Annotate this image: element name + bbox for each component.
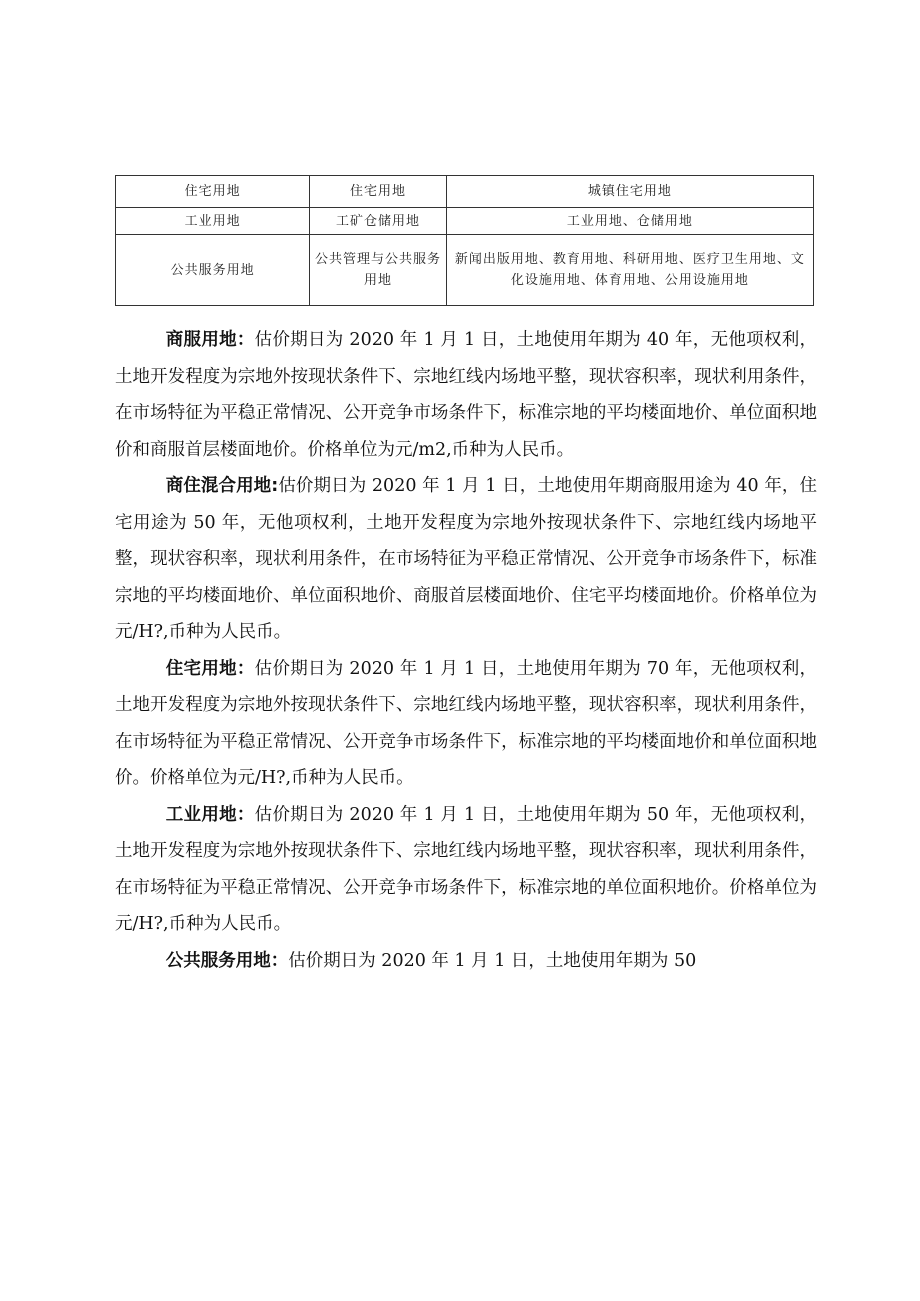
paragraph-residential-land [115, 651, 817, 797]
table-cell-class: 工矿仓储用地 [310, 208, 447, 235]
paragraph-term: 公共服务用地： [165, 950, 289, 971]
paragraph-term: 住宅用地： [165, 658, 255, 679]
paragraph-term: 工业用地： [165, 804, 255, 825]
paragraph-text: 估价期日为 2020 年 1 月 1 日，土地使用年期为 70 年，无他项权利，土地开发程度为宗地外按现状条件下、宗地红线内场地平整，现状容积率，现状利用条件，在市场特征为平稳正常情况、公开竞争市场条件下，标准宗地的平均楼面地价和单位面积地价。价格单位为元/H?,币种为人民币。 [115, 658, 818, 788]
table-cell-subclass: 工业用地、仓储用地 [446, 208, 813, 235]
table-cell-category: 住宅用地 [116, 176, 310, 208]
table-cell-class: 住宅用地 [310, 176, 447, 208]
table-cell-category: 工业用地 [116, 208, 310, 235]
paragraph-term: 商住混合用地: [165, 476, 279, 496]
paragraph-text: 估价期日为 2020 年 1 月 1 日，土地使用年期为 50 [288, 950, 697, 971]
paragraph-text: 估价期日为 2020 年 1 月 1 日，土地使用年期为 40 年，无他项权利，土地开发程度为宗地外按现状条件下、宗地红线内场地平整，现状容积率，现状利用条件，在市场特征为平稳正常情况、公开竞争市场条件下，标准宗地的平均楼面地价、单位面积地价和商服首层楼面地价。价格单位为元/m2,币种为人民币。 [115, 330, 818, 460]
table-row [116, 208, 814, 235]
body-text [115, 322, 817, 979]
paragraph-term: 商服用地： [165, 330, 255, 350]
paragraph-public-service-land [115, 943, 817, 980]
table-cell-class: 公共管理与公共服务用地 [310, 235, 447, 306]
paragraph-text: 估价期日为 2020 年 1 月 1 日，土地使用年期商服用途为 40 年，住宅用途为 50 年，无他项权利，土地开发程度为宗地外按现状条件下、宗地红线内场地平整，现状容积率，现状利用条件，在市场特征为平稳正常情况、公开竞争市场条件下，标准宗地的平均楼面地价、单位面积地价、商服首层楼面地价、住宅平均楼面地价。价格单位为元/H?,币种为人民币。 [115, 476, 817, 642]
paragraph-commercial-land [115, 322, 817, 468]
paragraph-mixed-use-land [115, 468, 817, 651]
paragraph-text: 估价期日为 2020 年 1 月 1 日，土地使用年期为 50 年，无他项权利，土地开发程度为宗地外按现状条件下、宗地红线内场地平整，现状容积率，现状利用条件，在市场特征为平稳正常情况、公开竞争市场条件下，标准宗地的单位面积地价。价格单位为元/H?,币种为人民币。 [115, 804, 818, 934]
table-cell-category: 公共服务用地 [116, 235, 310, 306]
table-row [116, 176, 814, 208]
table-row [116, 235, 814, 306]
land-use-classification-table [115, 175, 814, 306]
paragraph-industrial-land [115, 797, 817, 943]
table-cell-subclass: 新闻出版用地、教育用地、科研用地、医疗卫生用地、文化设施用地、体育用地、公用设施用地 [446, 235, 813, 306]
table-cell-subclass: 城镇住宅用地 [446, 176, 813, 208]
